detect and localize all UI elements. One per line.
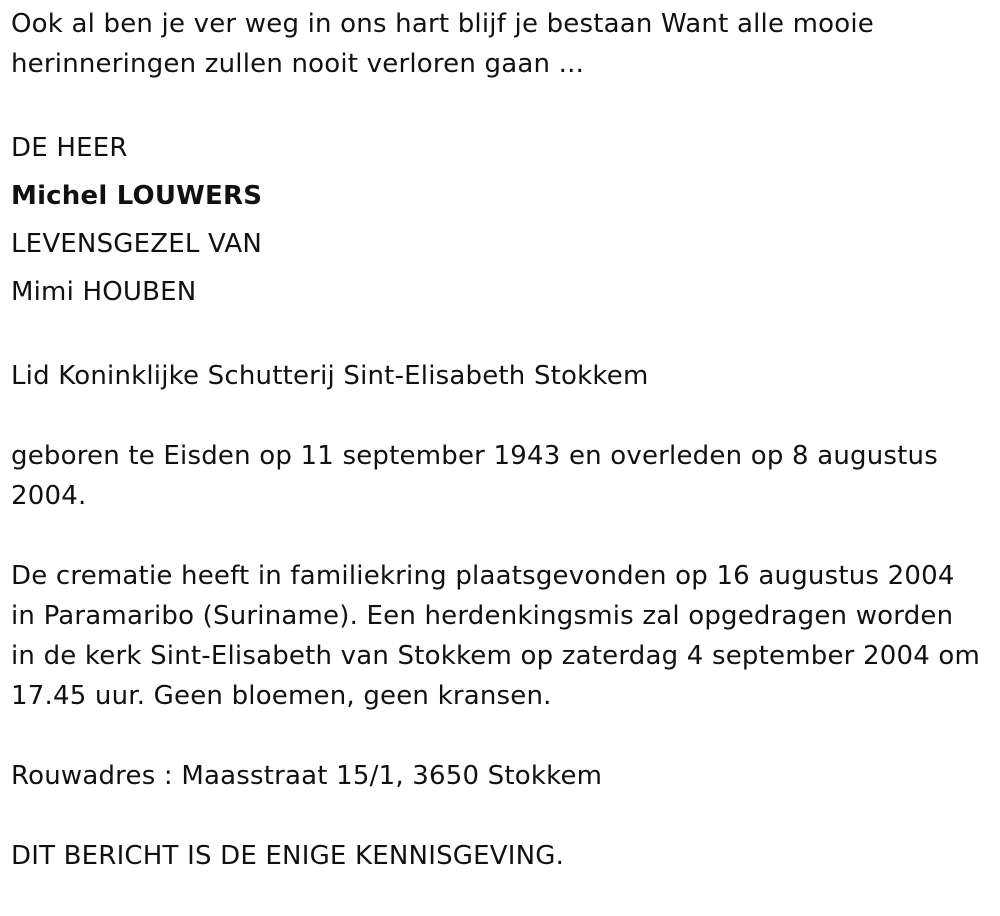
cremation-line: De crematie heeft in familiekring plaatsgevonden op 16 augustus 2004 (11, 561, 955, 591)
deceased-title: DE HEER (11, 133, 128, 163)
membership-line: Lid Koninklijke Schutterij Sint-Elisabeth Stokkem (11, 361, 649, 391)
relation-label: LEVENSGEZEL VAN (11, 229, 263, 259)
memorial-poem (11, 4, 996, 84)
deceased-name: Michel LOUWERS (11, 181, 263, 211)
cremation-line: 17.45 uur. Geen bloemen, geen kransen. (11, 681, 552, 711)
obituary-notice (11, 4, 996, 916)
mourning-address: Rouwadres : Maasstraat 15/1, 3650 Stokkem (11, 761, 603, 791)
poem-line: herinneringen zullen nooit verloren gaan ... (11, 49, 585, 79)
poem-line: Ook al ben je ver weg in ons hart blijf je bestaan Want alle mooie (11, 9, 874, 39)
deceased-block (11, 124, 996, 316)
sole-notice: DIT BERICHT IS DE ENIGE KENNISGEVING. (11, 841, 565, 871)
cremation-line: in Paramaribo (Suriname). Een herdenkingsmis zal opgedragen worden (11, 601, 954, 631)
birth-death-line: geboren te Eisden op 11 september 1943 en overleden op 8 augustus (11, 441, 938, 471)
notice-paragraph (11, 836, 996, 876)
address-paragraph (11, 756, 996, 796)
partner-name: Mimi HOUBEN (11, 277, 197, 307)
membership-paragraph (11, 356, 996, 396)
cremation-paragraph (11, 556, 996, 716)
cremation-line: in de kerk Sint-Elisabeth van Stokkem op zaterdag 4 september 2004 om (11, 641, 981, 671)
birth-death-paragraph (11, 436, 996, 516)
birth-death-line: 2004. (11, 481, 87, 511)
